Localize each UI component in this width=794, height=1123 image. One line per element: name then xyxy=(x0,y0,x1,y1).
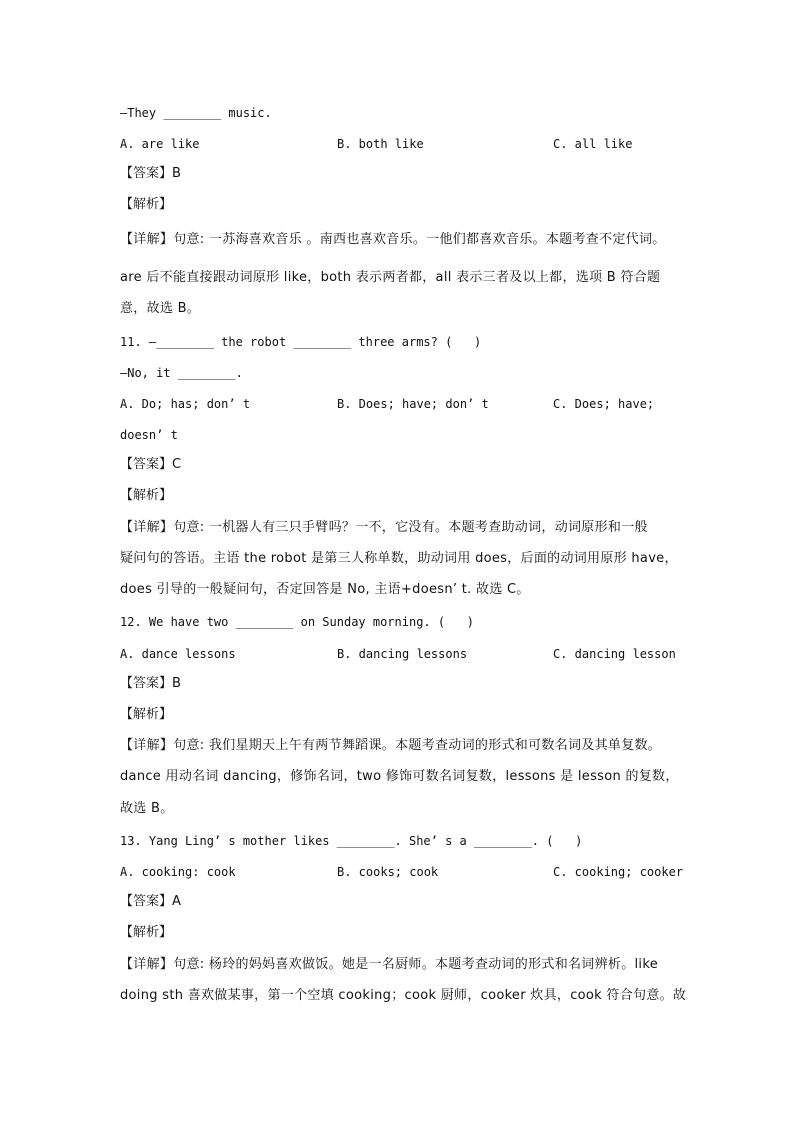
q11-analysis-label: 【解析】 xyxy=(120,488,173,503)
q12-stem: 12. We have two ________ on Sunday morning. ( ) xyxy=(120,615,475,629)
q11-detail-line: does 引导的一般疑问句，否定回答是 No, 主语+doesn’ t. 故选 C。 xyxy=(120,582,530,597)
q10-option-b: B. both like xyxy=(337,137,424,151)
q12-option-c: C. dancing lesson xyxy=(553,647,676,661)
q12-detail-line: 【详解】句意: 我们星期天上午有两节舞蹈课。本题考查动词的形式和可数名词及其单复数。 xyxy=(120,738,662,753)
q13-detail-line: doing sth 喜欢做某事，第一个空填 cooking；cook 厨师，cooker 炊具，cook 符合句意。故 xyxy=(120,988,687,1003)
q11-stem: 11. —________ the robot ________ three arms? ( ) xyxy=(120,335,482,349)
q13-answer: 【答案】A xyxy=(120,894,181,909)
q11-option-b: B. Does; have; don’ t xyxy=(337,397,489,411)
q13-option-c: C. cooking; cooker xyxy=(553,865,684,879)
q12-detail-line: 故选 B。 xyxy=(120,801,174,816)
q10-answer: 【答案】B xyxy=(120,166,181,181)
q10-analysis-label: 【解析】 xyxy=(120,197,173,212)
q11-reply: —No, it ________. xyxy=(120,366,243,380)
q12-answer: 【答案】B xyxy=(120,676,181,691)
q13-analysis-label: 【解析】 xyxy=(120,925,173,940)
q12-detail-line: dance 用动名词 dancing，修饰名词，two 修饰可数名词复数，lessons 是 lesson 的复数， xyxy=(120,769,679,784)
q13-stem: 13. Yang Ling’ s mother likes ________. She’ s a ________. ( ) xyxy=(120,834,583,848)
q11-detail-line: 疑问句的答语。主语 the robot 是第三人称单数，助动词用 does，后面的动词用原形 have， xyxy=(120,551,678,566)
q10-stem: —They ________ music. xyxy=(120,106,272,120)
q11-option-c-cont: doesn’ t xyxy=(120,428,178,442)
q11-option-c: C. Does; have; xyxy=(553,397,655,411)
q11-option-a: A. Do; has; don’ t xyxy=(120,397,251,411)
q10-detail-line: 【详解】句意: 一苏海喜欢音乐 。南西也喜欢音乐。一他们都喜欢音乐。本题考查不定代词。 xyxy=(120,232,666,247)
q11-detail-line: 【详解】句意: 一机器人有三只手臂吗？一不，它没有。本题考查助动词，动词原形和一般 xyxy=(120,520,648,535)
q13-option-b: B. cooks; cook xyxy=(337,865,439,879)
q11-answer: 【答案】C xyxy=(120,457,182,472)
q12-option-a: A. dance lessons xyxy=(120,647,236,661)
q13-option-a: A. cooking: cook xyxy=(120,865,236,879)
q10-option-c: C. all like xyxy=(553,137,633,151)
q10-detail-line: are 后不能直接跟动词原形 like，both 表示两者都，all 表示三者及以上都，选项 B 符合题 xyxy=(120,270,661,285)
q13-detail-line: 【详解】句意: 杨玲的妈妈喜欢做饭。她是一名厨师。本题考查动词的形式和名词辨析。like xyxy=(120,957,658,972)
q12-analysis-label: 【解析】 xyxy=(120,707,173,722)
q12-option-b: B. dancing lessons xyxy=(337,647,468,661)
q10-option-a: A. are like xyxy=(120,137,200,151)
q10-detail-line: 意，故选 B。 xyxy=(120,301,201,316)
